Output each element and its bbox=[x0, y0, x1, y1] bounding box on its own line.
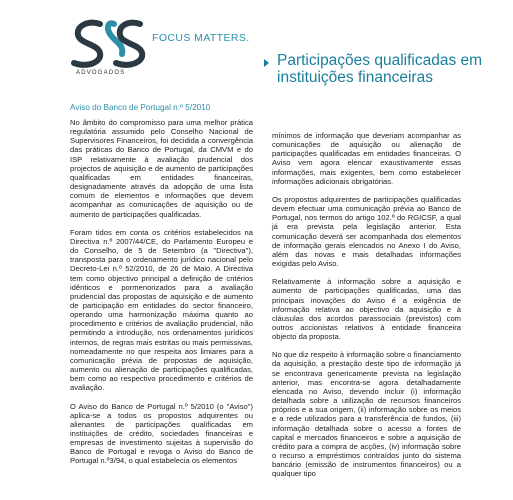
left-column bbox=[70, 118, 253, 475]
page-title: Participações qualificadas em instituições financeiras bbox=[277, 52, 483, 86]
paragraph: Relativamente à informação sobre a aquisição e aumento de participações qualificadas, uma das principais inovações do Aviso é a exigência de informação relativa ao objectivo da aquisição e à cláusulas dos acordos parassociais (previstos) com outros accionistas relativos à entidade financeira objecto da proposta. bbox=[272, 277, 461, 342]
paragraph: Os propostos adquirentes de participações qualificadas devem efectuar uma comunicação prévia ao Banco de Portugal, nos termos do artigo 102.º do RGICSF, a qual já era prevista pela legislação anterior. Esta comunicação deverá ser acompanhada dos elementos de informação gerais elencados no Anexo I do Aviso, além das novas e mais detalhadas informações exigidas pelo Aviso. bbox=[272, 194, 461, 269]
heading-arrow-icon bbox=[264, 59, 269, 67]
paragraph: No que diz respeito à informação sobre o financiamento da aquisição, a prestação deste tipo de informação já se encontrava genericamente prevista na legislação anterior, mas encontra-se agora detalhadamente elencada no Aviso, devendo incluir (i) informação detalhada sobre a utilização de recursos financeiros próprios e a sua origem, (ii) informação sobre os meios e a rede utilizados para a transferência de fundos, (iii) informação detalhada sobre o acesso a fontes de capital e mercados financeiros e sobre a aquisição de crédito para a compra de acções, (iv) informação sobre o recurso a empréstimos contraídos junto do sistema bancário (emissão de instrumentos financeiros) ou a qualquer tipo bbox=[272, 350, 461, 479]
paragraph: O Aviso do Banco de Portugal n.º 5/2010 (o "Aviso") aplica-se a todos os propostos adquirentes ou alienantes de participações qualificadas em instituições de crédito, sociedades financeiras e empresas de investimento sujeitas à supervisão do Banco de Portugal e revoga o Aviso do Banco de Portugal n.º3/94, o qual estabelecia os elementos bbox=[70, 401, 253, 466]
right-column bbox=[272, 131, 461, 487]
brand-subtitle: ADVOGADOS bbox=[76, 70, 126, 76]
paragraph: No âmbito do compromisso para uma melhor prática regulatória assumido pelo Conselho Nacional de Supervisores Financeiros, foi decidida a convergência das práticas do Banco de Portugal, da CMVM e do ISP relativamente à avaliação prudencial dos projectos de aquisição e de aumento de participações qualificadas em entidades financeiras, designadamente através da adopção de uma lista comum de elementos e informações que devem acompanhar as comunicações de aquisição ou de aumento de participações qualificadas. bbox=[70, 118, 253, 219]
srs-logo-mark bbox=[70, 18, 150, 70]
paragraph: mínimos de informação que deveriam acompanhar as comunicações de aquisição ou alienação de participações qualificadas em entidades financeiras. O Aviso vem agora elencar exaustivamente essas informações, mais exigentes, bem como estabelecer informações adicionais obrigatórias. bbox=[272, 131, 461, 186]
section-subtitle: Aviso do Banco de Portugal n.º 5/2010 bbox=[70, 103, 211, 112]
paragraph: Foram tidos em conta os critérios estabelecidos na Directiva n.º 2007/44/CE, do Parlamento Europeu e do Conselho, de 5 de Setembro (a "Directiva"), transposta para o ordenamento jurídico nacional pelo Decreto-Lei n.º 52/2010, de 26 de Maio. A Directiva tem como objectivo principal a definição de critérios idênticos e pormenorizados para a avaliação prudencial das propostas de aquisição e de aumento de participação em entidades do sector financeiro, operando uma harmonização máxima quanto ao procedimento e critérios de avaliação prudencial, não permitindo a introdução, nos ordenamentos jurídicos internos, de regras mais estritas ou mais permissivas, nomeadamente no que respeita aos limiares para a comunicação prévia de propostas de aquisição, aumento ou alienação de participações qualificadas, bem como ao respectivo procedimento e critérios de avaliação. bbox=[70, 227, 253, 393]
brand-tagline: FOCUS MATTERS. bbox=[152, 32, 250, 44]
srs-logo bbox=[70, 18, 270, 80]
